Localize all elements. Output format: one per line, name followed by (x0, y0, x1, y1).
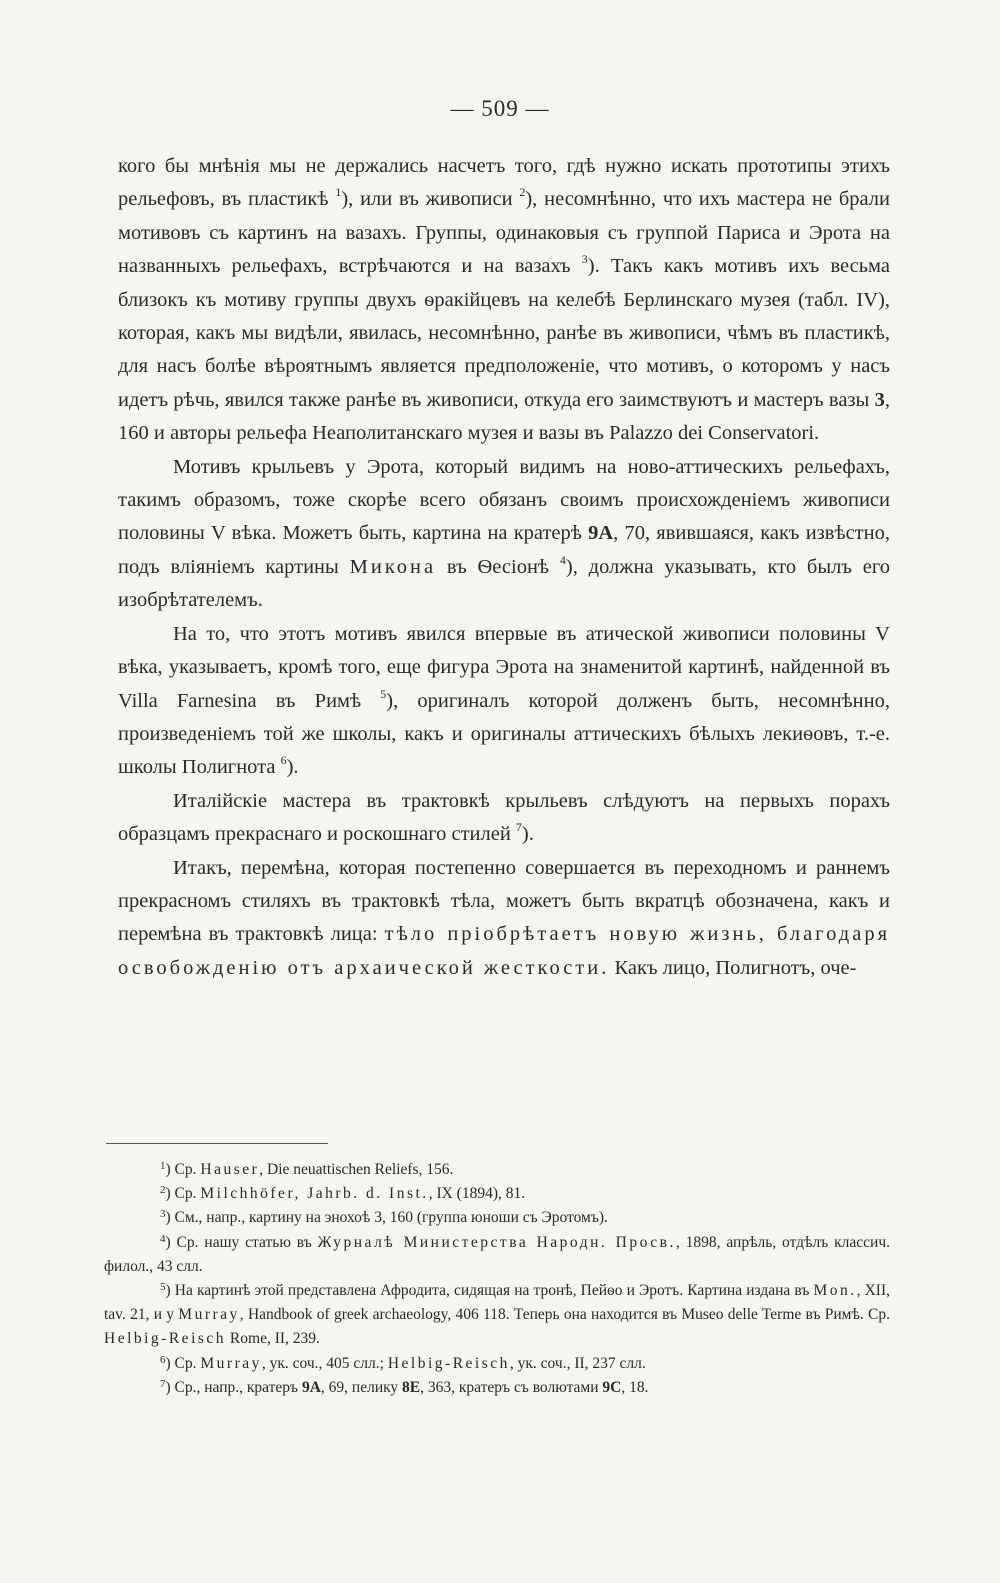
text-run: , XII, tav. 21, и у (104, 1282, 890, 1324)
text-run: ) Ср., напр., кратеръ (165, 1378, 302, 1396)
footnote-ref-6[interactable]: 6 (280, 753, 287, 768)
footnote-2 (104, 1182, 890, 1206)
footnote-6 (104, 1352, 890, 1376)
footnote-3 (104, 1206, 890, 1230)
vase-ref: 9А (301, 1378, 321, 1396)
text-run: ). Такъ какъ мотивъ ихъ весьма близокъ къ мотиву группы двухъ ѳракійцевъ на келебѣ Берлинскаго музея (табл. IV), которая, какъ мы видѣли, явилась, несомнѣнно, ранѣе въ живописи, чѣмъ въ пластикѣ, для насъ болѣе вѣроятнымъ является предположеніе, что мотивъ, о которомъ у насъ идетъ рѣчь, явился также ранѣе въ живописи, откуда его заимствуютъ и мастеръ вазы (118, 255, 890, 411)
text-run: , 1898, апрѣль, отдѣлъ классич. филол., 43 слл. (104, 1233, 890, 1275)
spaced-emphasis: тѣло пріобрѣтаетъ новую жизнь, благодаря освобожденію отъ архаической жесткости. (118, 923, 890, 979)
footnote-1 (104, 1158, 890, 1182)
vase-ref: 3 (874, 388, 885, 411)
text-run: кого бы мнѣнія мы не держались насчетъ того, гдѣ нужно искать прототипы этихъ рельефовъ, въ пластикѣ (118, 155, 890, 211)
text-run: Какъ лицо, Полигнотъ, оче- (609, 956, 857, 979)
text-run: въ Ѳесіонѣ (436, 555, 560, 578)
text-run: , Die neuattischen Reliefs, 156. (259, 1161, 454, 1178)
text-run: Rome, II, 239. (226, 1330, 320, 1348)
text-run: , 69, пелику (320, 1378, 403, 1396)
footnote-number: 6 (160, 1353, 166, 1366)
paragraph-1 (118, 150, 890, 451)
text-run: ) См., напр., картину на энохоѣ 3, 160 (группа юноши съ Эротомъ). (165, 1209, 608, 1227)
text-run: ) Ср. нашу статью въ (165, 1233, 318, 1251)
text-run: , 160 и авторы рельефа Неаполитанскаго музея и вазы въ Palazzo dei Conservatori. (118, 388, 890, 445)
footnote-4 (104, 1231, 890, 1279)
footnote-7 (104, 1376, 890, 1400)
vase-ref: 9С (602, 1378, 622, 1396)
text-run: ), должна указывать, кто былъ его изобрѣтателемъ. (118, 555, 890, 612)
paragraph-5 (118, 852, 890, 986)
footnote-number: 2 (160, 1184, 166, 1197)
footnote-ref-1[interactable]: 1 (335, 185, 342, 200)
paragraph-2 (118, 451, 890, 618)
vase-ref: 8Е (402, 1378, 421, 1396)
vase-ref: 9А (588, 522, 614, 545)
text-run: , 18. (621, 1378, 649, 1396)
text-run: , ук. соч., II, 237 слл. (509, 1354, 646, 1372)
spaced-name: Микона (349, 555, 437, 578)
text-run: ), оригиналъ которой долженъ быть, несомнѣнно, произведеніемъ той же школы, какъ и оригиналы аттическихъ бѣлыхъ лекиѳовъ, т.-е. школы Полигнота (118, 689, 890, 779)
footnote-ref-4[interactable]: 4 (559, 552, 566, 567)
text-run: , IX (1894), 81. (428, 1185, 526, 1203)
text-run: , 70, явившаяся, какъ извѣстно, подъ вліяніемъ картины (118, 522, 890, 578)
footnote-ref-7[interactable]: 7 (515, 820, 522, 835)
footnote-number: 4 (160, 1232, 166, 1245)
spaced-name: Hauser (200, 1161, 260, 1178)
text-run: ), несомнѣнно, что ихъ мастера не брали мотивовъ съ картинъ на вазахъ. Группы, одинаковыя съ группой Париса и Эрота на названныхъ рельефахъ, встрѣчаются и на вазахъ (118, 188, 891, 278)
spaced-name: Mon. (813, 1282, 857, 1300)
text-run: ), или въ живописи (341, 188, 520, 211)
spaced-name: Helbig-Reisch (104, 1330, 227, 1348)
text-run: , ук. соч., 405 слл.; (261, 1354, 388, 1372)
spaced-name: Murray (200, 1354, 262, 1372)
footnote-ref-2[interactable]: 2 (519, 185, 526, 200)
text-run: Мотивъ крыльевъ у Эрота, который видимъ на ново-аттическихъ рельефахъ, такимъ образомъ, тоже скорѣе всего обязанъ своимъ происхожденіемъ живописи половины V вѣка. Можетъ быть, картина на кратерѣ (118, 455, 890, 545)
text-run: ). (286, 756, 299, 779)
text-run: ). (521, 823, 534, 846)
text-run: ) Ср. (165, 1185, 201, 1203)
text-run: ) На картинѣ этой представлена Афродита, сидящая на тронѣ, Пейѳо и Эротъ. Картина издана въ (165, 1282, 814, 1300)
spaced-name: Murray (178, 1306, 240, 1324)
page-number: — 509 — (450, 96, 550, 121)
footnote-number: 7 (160, 1377, 166, 1390)
text-run: Италійскіе мастера въ трактовкѣ крыльевъ слѣдуютъ на первыхъ порахъ образцамъ прекраснаго и роскошнаго стилей (118, 789, 890, 846)
footnote-number: 1 (160, 1160, 166, 1172)
text-run: На то, что этотъ мотивъ явился впервые въ атической живописи половины V вѣка, указываетъ, кромѣ того, еще фигура Эрота на знаменитой картинѣ, найденной въ Villa Farnesina въ Римѣ (118, 622, 890, 712)
spaced-name: Milchhöfer, Jahrb. d. Inst. (200, 1185, 429, 1203)
footnote-ref-5[interactable]: 5 (380, 686, 387, 701)
footnote-number: 3 (160, 1208, 166, 1221)
footnote-number: 5 (160, 1281, 166, 1294)
text-run: ) Ср. (165, 1161, 201, 1178)
footnote-divider (106, 1143, 328, 1144)
spaced-name: Журналѣ Министерства Народн. Просв. (317, 1233, 676, 1251)
footnote-5 (104, 1279, 890, 1352)
paragraph-4 (118, 785, 890, 852)
paragraph-3 (118, 618, 890, 785)
footnotes (104, 1158, 890, 1400)
text-run: ) Ср. (165, 1354, 201, 1372)
text-run: , 363, кратеръ съ волютами (420, 1378, 603, 1396)
text-run: Итакъ, перемѣна, которая постепенно совершается въ переходномъ и раннемъ прекрасномъ стиляхъ въ трактовкѣ тѣла, можетъ быть вкратцѣ обозначена, какъ и перемѣна въ трактовкѣ лица: (118, 856, 890, 946)
body-text (118, 150, 890, 985)
spaced-name: Helbig-Reisch (387, 1354, 510, 1372)
footnote-ref-3[interactable]: 3 (581, 252, 588, 267)
text-run: , Handbook of greek archaeology, 406 118. Теперь она находится въ Museo delle Terme въ Римѣ. Ср. (239, 1306, 890, 1324)
